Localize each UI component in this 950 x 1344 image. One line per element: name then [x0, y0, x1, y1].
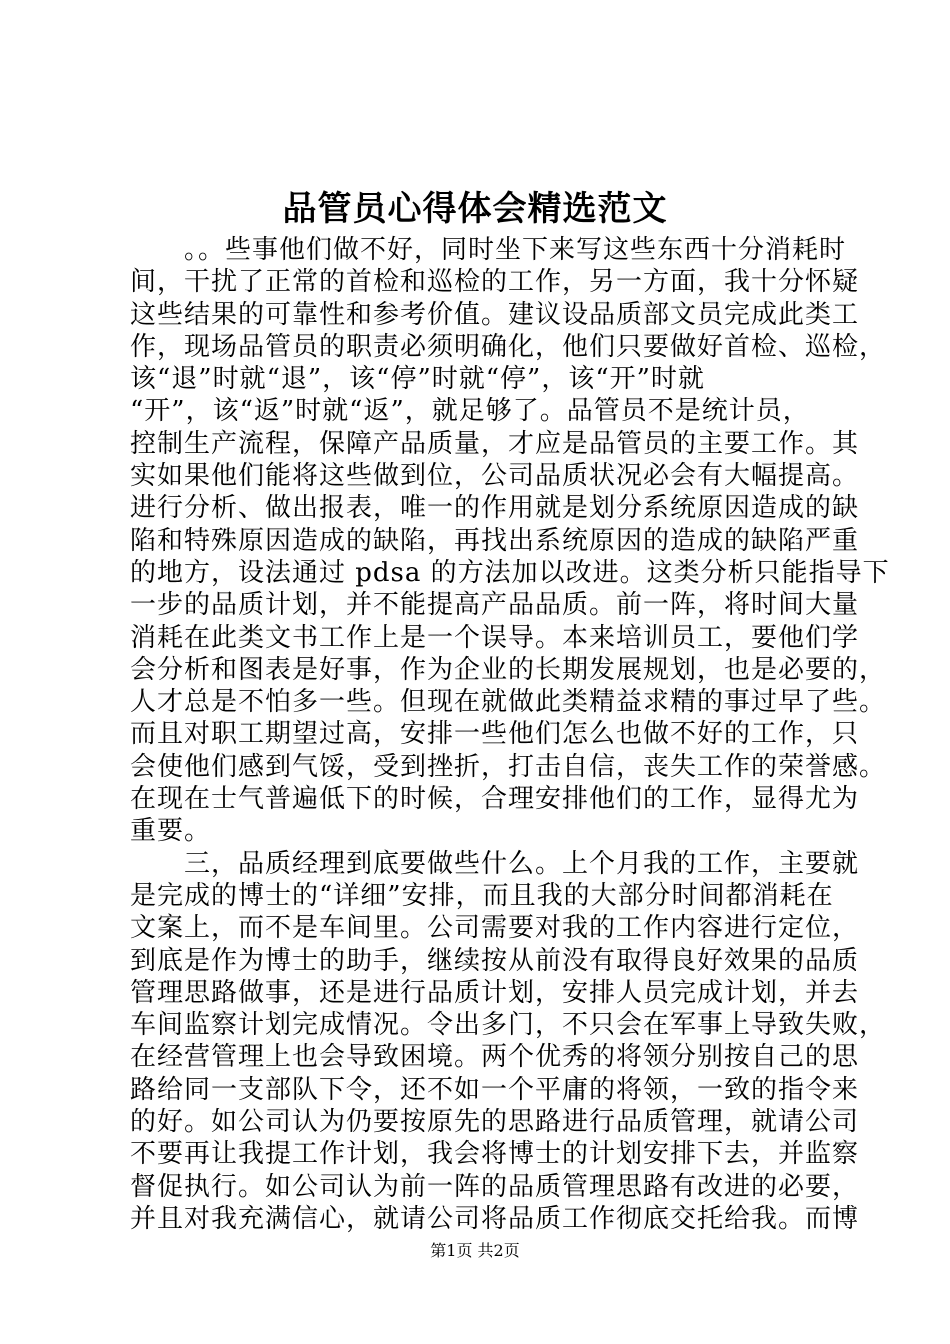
text-line: 陷和特殊原因造成的缺陷，再找出系统原因的造成的缺陷严重 — [130, 525, 860, 556]
document-title: 品管员心得体会精选范文 — [282, 189, 668, 229]
text-line: 实如果他们能将这些做到位，公司品质状况必会有大幅提高。 — [130, 461, 860, 492]
text-line: 不要再让我提工作计划，我会将博士的计划安排下去，并监察 — [130, 1139, 860, 1170]
text-line: 作，现场品管员的职责必须明确化，他们只要做好首检、巡检， — [130, 331, 887, 362]
text-line: 并且对我充满信心，就请公司将品质工作彻底交托给我。而博 — [130, 1203, 860, 1234]
text-line: 管理思路做事，还是进行品质计划，安排人员完成计划，并去 — [130, 977, 860, 1008]
text-line: 一步的品质计划，并不能提高产品品质。前一阵，将时间大量 — [130, 590, 860, 621]
text-line: 文案上，而不是车间里。公司需要对我的工作内容进行定位， — [130, 913, 860, 944]
text-line: “开”，该“返”时就“返”，就足够了。品管员不是统计员， — [130, 396, 810, 427]
text-line: 会分析和图表是好事，作为企业的长期发展规划，也是必要的， — [130, 654, 887, 685]
text-line: 督促执行。如公司认为前一阵的品质管理思路有改进的必要， — [130, 1171, 860, 1202]
page-footer: 第1页 共2页 — [430, 1241, 520, 1260]
text-line: 。。些事他们做不好，同时坐下来写这些东西十分消耗时 — [130, 235, 847, 265]
text-line: 人才总是不怕多一些。但现在就做此类精益求精的事过早了些。 — [130, 687, 887, 718]
text-line: 这些结果的可靠性和参考价值。建议设品质部文员完成此类工 — [130, 299, 860, 330]
text-line: 的地方，设法通过 pdsa 的方法加以改进。这类分析只能指导下 — [130, 557, 890, 588]
text-line: 控制生产流程，保障产品质量，才应是品管员的主要工作。其 — [130, 428, 860, 459]
text-line: 消耗在此类文书工作上是一个误导。本来培训员工，要他们学 — [130, 622, 860, 653]
text-line: 而且对职工期望过高，安排一些他们怎么也做不好的工作，只 — [130, 719, 860, 750]
text-line: 路给同一支部队下令，还不如一个平庸的将领，一致的指令来 — [130, 1074, 860, 1105]
text-line: 会使他们感到气馁，受到挫折，打击自信，丧失工作的荣誉感。 — [130, 751, 887, 782]
text-line: 在经营管理上也会导致困境。两个优秀的将领分别按自己的思 — [130, 1042, 860, 1073]
text-line: 该“退”时就“退”，该“停”时就“停”，该“开”时就 — [130, 364, 705, 395]
text-line: 重要。 — [130, 816, 212, 847]
text-line: 车间监察计划完成情况。令出多门，不只会在军事上导致失败， — [130, 1010, 887, 1041]
document-body — [130, 234, 890, 1235]
text-line: 间，干扰了正常的首检和巡检的工作，另一方面，我十分怀疑 — [130, 267, 860, 298]
text-line: 在现在士气普遍低下的时候，合理安排他们的工作，显得尤为 — [130, 784, 860, 815]
text-line: 三，品质经理到底要做些什么。上个月我的工作，主要就 — [130, 848, 860, 879]
text-line: 的好。如公司认为仍要按原先的思路进行品质管理，就请公司 — [130, 1107, 860, 1138]
text-line: 是完成的博士的“详细”安排，而且我的大部分时间都消耗在 — [130, 880, 834, 911]
text-line: 进行分析、做出报表，唯一的作用就是划分系统原因造成的缺 — [130, 493, 860, 524]
text-line: 到底是作为博士的助手，继续按从前没有取得良好效果的品质 — [130, 945, 860, 976]
